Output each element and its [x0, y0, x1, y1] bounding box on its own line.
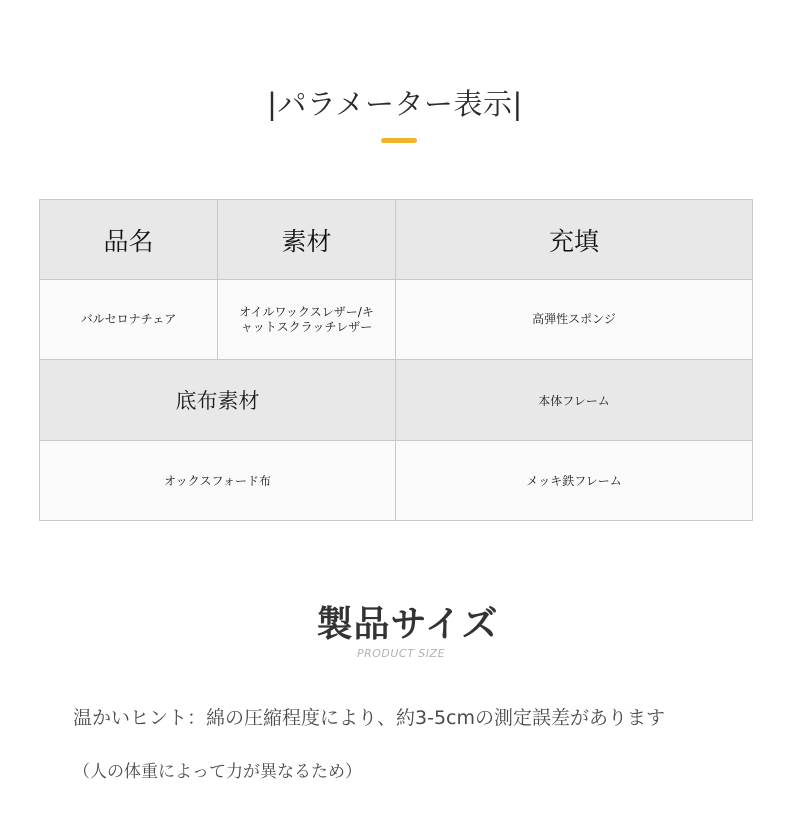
header-product-name: 品名 — [40, 200, 218, 280]
cell-filling: 高弾性スポンジ — [396, 280, 753, 360]
title-accent-bar — [381, 138, 417, 143]
cell-frame-value: メッキ鉄フレーム — [396, 441, 753, 521]
hint-text: 温かいヒント：綿の圧縮程度により、約3-5cmの測定誤差があります — [73, 707, 665, 729]
cell-material-line2: ャットスクラッチレザー — [240, 319, 373, 334]
product-size-subtitle: PRODUCT SIZE — [356, 647, 446, 660]
product-size-title: 製品サイズ — [316, 604, 499, 645]
header-material: 素材 — [218, 200, 396, 280]
cell-bottom-material-value: オックスフォード布 — [40, 441, 396, 521]
table-header-row — [40, 200, 753, 280]
parameter-table — [39, 199, 753, 521]
table-row — [40, 441, 753, 521]
table-row — [40, 280, 753, 360]
hint-note: （人の体重によって力が異なるため） — [73, 762, 362, 782]
section-title: |パラメーター表示| — [267, 87, 523, 121]
table-row — [40, 360, 753, 441]
header-filling: 充填 — [396, 200, 753, 280]
cell-material — [218, 280, 396, 360]
cell-bottom-material-label: 底布素材 — [40, 360, 396, 441]
cell-product-name: バルセロナチェア — [40, 280, 218, 360]
cell-material-line1: オイルワックスレザー/キ — [239, 304, 374, 319]
cell-frame-label: 本体フレーム — [396, 360, 753, 441]
